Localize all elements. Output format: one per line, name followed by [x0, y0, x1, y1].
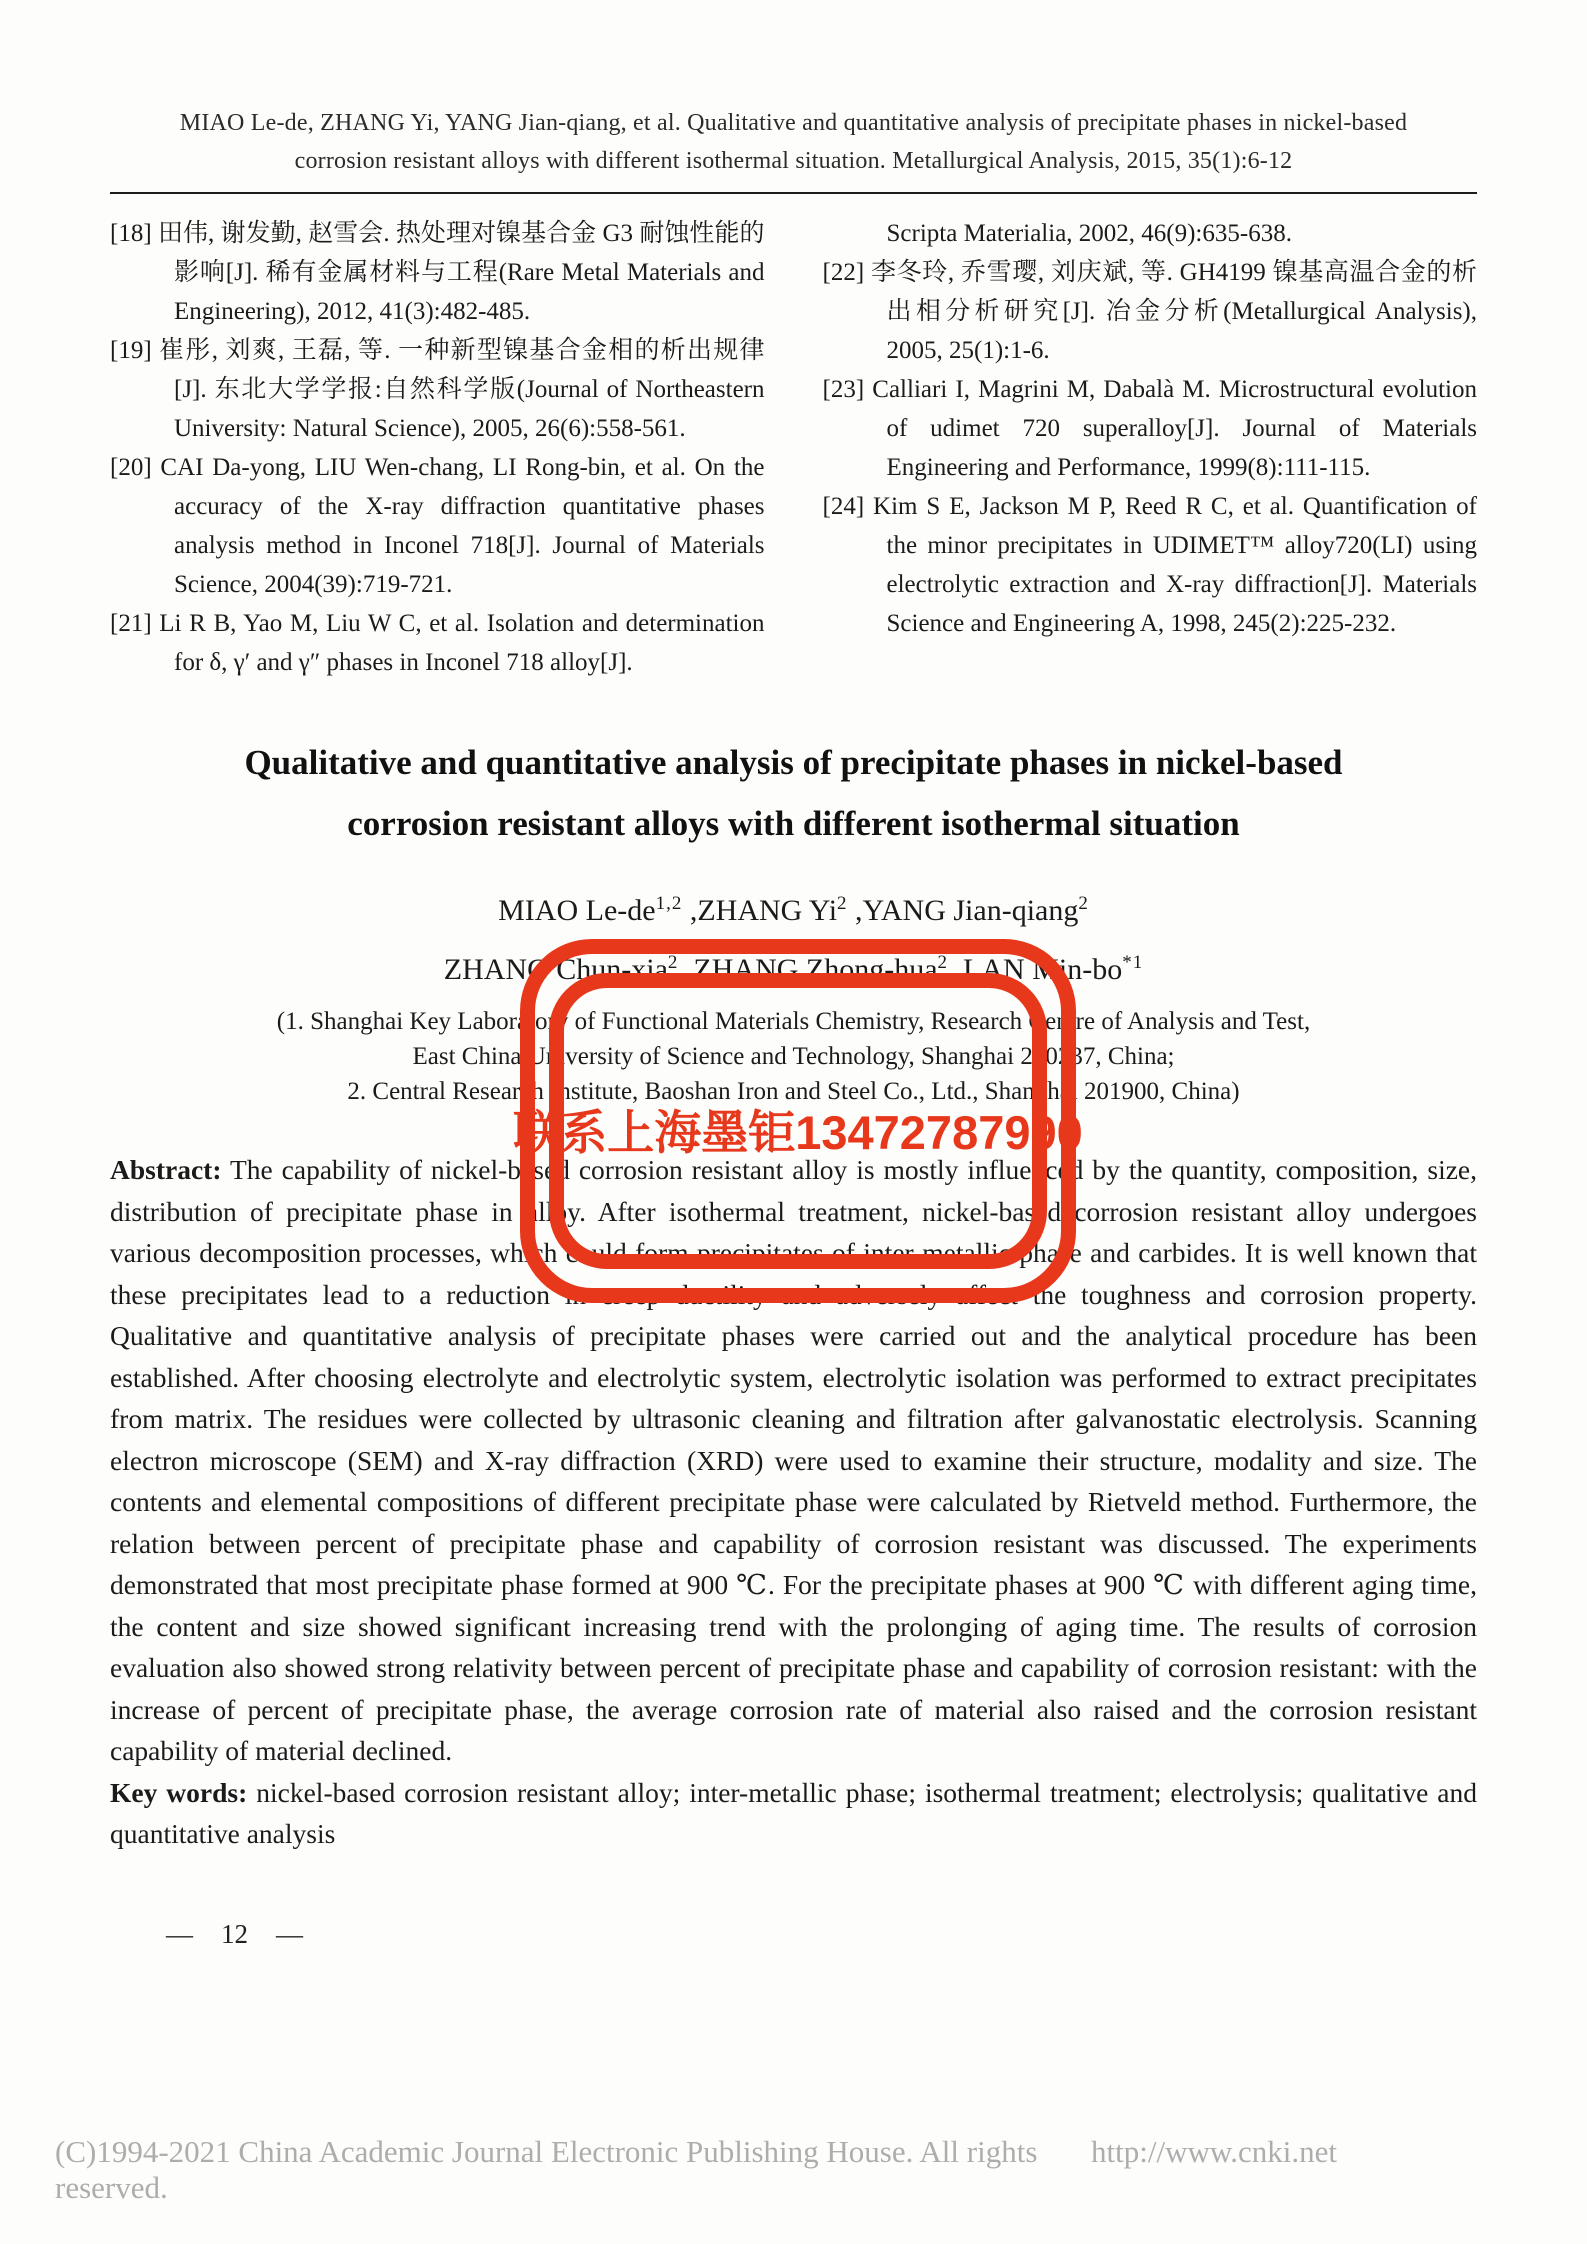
reference-24: [24] Kim S E, Jackson M P, Reed R C, et al. Quantification of the minor precipitates in UDIMET™ alloy720(LI) using electrolytic extraction and X-ray diffraction[J]. Materials Science and Engineering A, 1998, 245(2):225-232. — [822, 493, 1477, 637]
reference-20: [20] CAI Da-yong, LIU Wen-chang, LI Rong-bin, et al. On the accuracy of the X-ray diffraction quantitative phases analysis method in Inconel 718[J]. Journal of Materials Science, 2004(39):719-721. — [110, 454, 765, 598]
references-left-column — [110, 214, 765, 682]
header-rule — [110, 192, 1477, 194]
page-number — [110, 1919, 303, 1950]
running-header — [110, 0, 1477, 180]
abstract-text: The capability of nickel-based corrosion resistant alloy is mostly influenced by the quantity, composition, size, distribution of precipitate phase in alloy. After isothermal treatment, nickel-based corrosion resistant alloy undergoes various decomposition processes, which could form precipitates of inter-metallic phase and carbides. It is well known that these precipitates lead to a reduction in creep ductility and adversely affect the toughness and corrosion property. Qualitative and quantitative analysis of precipitate phases were carried out and the analytical procedure has been established. After choosing electrolyte and electrolytic system, electrolytic isolation was performed to extract precipitates from matrix. The residues were collected by ultrasonic cleaning and filtration after galvanostatic electrolysis. Scanning electron microscope (SEM) and X-ray diffraction (XRD) were used to examine their structure, modality and size. The contents and elemental compositions of different precipitate phase were calculated by Rietveld method. Furthermore, the relation between percent of precipitate phase and capability of corrosion resistant was discussed. The experiments demonstrated that most precipitate phase formed at 900 ℃. For the precipitate phases at 900 ℃ with different aging time, the content and size showed significant increasing trend with the prolonging of aging time. The results of corrosion evaluation also showed strong relativity between percent of precipitate phase and capability of corrosion resistant: with the increase of percent of precipitate phase, the average corrosion rate of material also raised and the corrosion resistant capability of material declined. — [110, 1154, 1477, 1766]
reference-21: [21] Li R B, Yao M, Liu W C, et al. Isolation and determination for δ, γ′ and γ″ phases in Inconel 718 alloy[J]. — [110, 610, 765, 676]
copyright-notice: (C)1994-2021 China Academic Journal Electronic Publishing House. All rights reserved. — [55, 2134, 1038, 2205]
authors-line-1 — [110, 878, 1477, 937]
references-section — [110, 214, 1477, 682]
author-affiliation-superscript: 1,2 — [655, 893, 683, 914]
author-affiliation-superscript: 2 — [837, 893, 848, 914]
author-name: ,ZHANG Yi — [689, 894, 838, 927]
author-affiliation-superscript: 2 — [1078, 893, 1089, 914]
affiliation-line-2: East China University of Science and Technology, Shanghai 200237, China; — [412, 1043, 1175, 1070]
author-affiliation-superscript: 2 — [937, 952, 949, 973]
references-right-column — [823, 214, 1478, 682]
author-name: ,YANG Jian-qiang — [855, 894, 1079, 927]
watermark-contact-text: 联系上海墨钜13472787990 — [513, 1106, 1083, 1159]
author-name: ZHANG Chun-xia — [443, 953, 668, 986]
author-name: ,LAN Min-bo — [955, 953, 1123, 986]
author-affiliation-superscript: 2 — [667, 952, 679, 973]
keywords-paragraph — [110, 1772, 1477, 1855]
cnki-url: http://www.cnki.net — [1091, 2134, 1337, 2169]
article-title — [110, 732, 1477, 854]
author-name: MIAO Le-de — [498, 894, 656, 927]
abstract-label: Abstract: — [110, 1154, 222, 1185]
running-header-line-1: MIAO Le-de, ZHANG Yi, YANG Jian-qiang, et al. Qualitative and quantitative analysis of precipitate phases in nickel-based — [179, 110, 1408, 136]
running-header-line-2: corrosion resistant alloys with different isothermal situation. Metallurgical Analysis, 2015, 35(1):6-12 — [294, 148, 1293, 174]
reference-18: [18] 田伟, 谢发勤, 赵雪会. 热处理对镍基合金 G3 耐蚀性能的影响[J]. 稀有金属材料与工程(Rare Metal Materials and Engineering), 2012, 41(3):482-485. — [110, 220, 765, 325]
article-title-line-2: corrosion resistant alloys with different isothermal situation — [347, 804, 1240, 843]
page-number-dash-right: — — [276, 1918, 303, 1949]
reference-19: [19] 崔彤, 刘爽, 王磊, 等. 一种新型镍基合金相的析出规律[J]. 东北大学学报:自然科学版(Journal of Northeastern University: Natural Science), 2005, 26(6):558-561. — [110, 337, 765, 442]
scan-footer — [0, 2134, 1587, 2206]
reference-22: [22] 李冬玲, 乔雪璎, 刘庆斌, 等. GH4199 镍基高温合金的析出相分析研究[J]. 冶金分析(Metallurgical Analysis), 2005, 25(1):1-6. — [822, 259, 1477, 364]
reference-23: [23] Calliari I, Magrini M, Dabalà M. Microstructural evolution of udimet 720 superalloy[J]. Journal of Materials Engineering and Performance, 1999(8):111-115. — [822, 376, 1477, 481]
page-number-dash-left: — — [166, 1918, 193, 1949]
affiliation-line-1: (1. Shanghai Key Laboratory of Functional Materials Chemistry, Research Centre of Analysis and Test, — [276, 1008, 1311, 1035]
author-name: ,ZHANG Zhong-hua — [685, 953, 938, 986]
article-title-line-1: Qualitative and quantitative analysis of precipitate phases in nickel-based — [244, 743, 1343, 782]
keywords-label: Key words: — [110, 1776, 248, 1808]
keywords-text: nickel-based corrosion resistant alloy; inter-metallic phase; isothermal treatment; electrolysis; qualitative and quantitative analysis — [110, 1776, 1477, 1849]
reference-21-continuation: Scripta Materialia, 2002, 46(9):635-638. — [886, 220, 1292, 247]
affiliation-line-3: 2. Central Research Institute, Baoshan Iron and Steel Co., Ltd., Shanghai 201900, China) — [347, 1078, 1240, 1105]
page-number-value: 12 — [221, 1918, 248, 1949]
author-affiliation-superscript: *1 — [1122, 952, 1144, 973]
